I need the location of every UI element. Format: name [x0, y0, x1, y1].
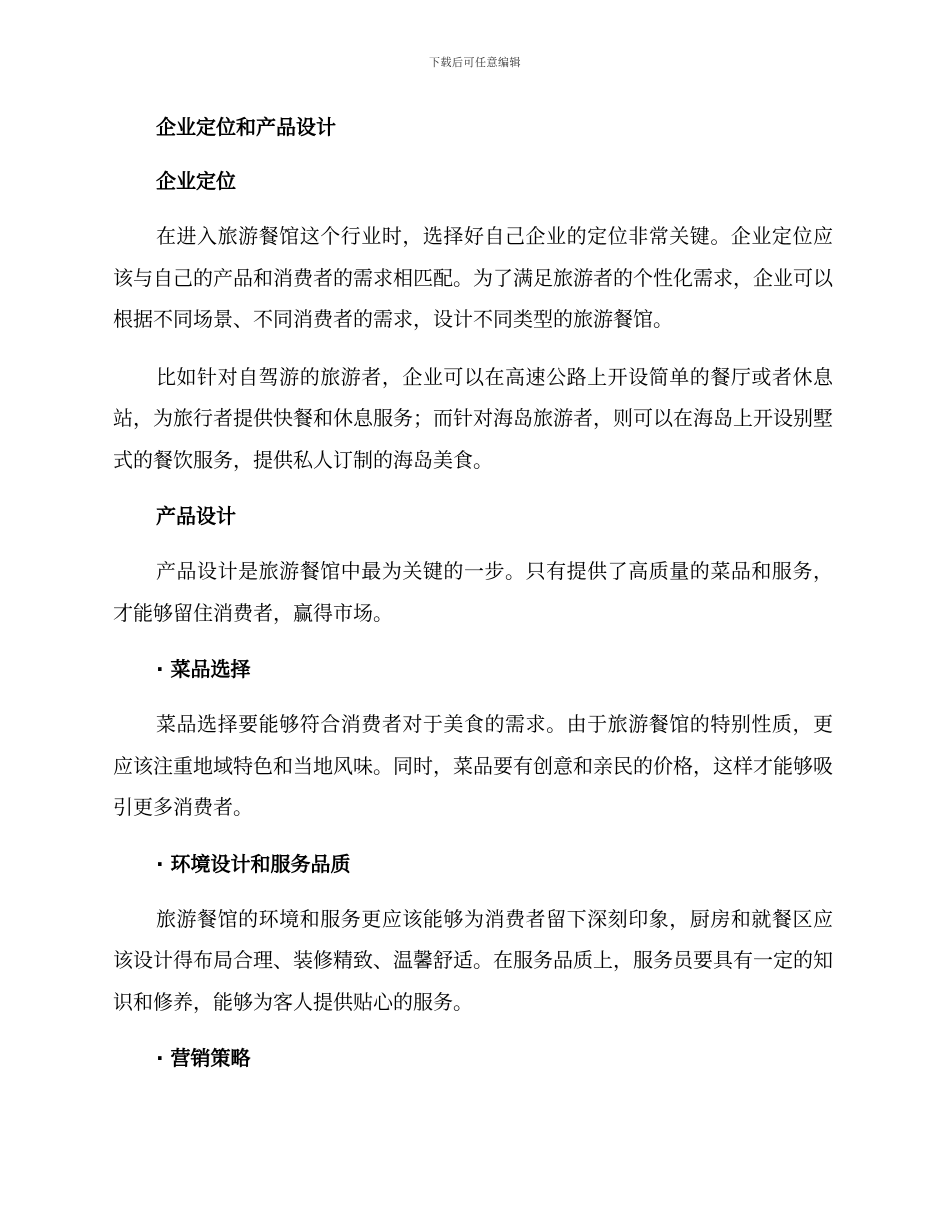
- subheading-marketing-strategy: · 营销策略: [156, 1046, 251, 1070]
- subheading-dish-selection: · 菜品选择: [156, 657, 251, 681]
- section-heading-product-design: 产品设计: [156, 504, 236, 528]
- section-heading-positioning: 企业定位: [156, 169, 236, 193]
- subheading-environment-service: · 环境设计和服务品质: [156, 851, 351, 876]
- page-header: 下载后可任意编辑: [429, 56, 521, 69]
- paragraph: 旅游餐馆的环境和服务更应该能够为消费者留下深刻印象，厨房和就餐区应该设计得布局合理、装修精致、温馨舒适。在服务品质上，服务员要具有一定的知识和修养，能够为客人提供贴心的服务。: [113, 906, 833, 1014]
- paragraph: 菜品选择要能够符合消费者对于美食的需求。由于旅游餐馆的特别性质，更应该注重地域特色和当地风味。同时，菜品要有创意和亲民的价格，这样才能够吸引更多消费者。: [113, 712, 833, 819]
- paragraph: 比如针对自驾游的旅游者，企业可以在高速公路上开设简单的餐厅或者休息站，为旅行者提供快餐和休息服务；而针对海岛旅游者，则可以在海岛上开设别墅式的餐饮服务，提供私人订制的海岛美食。: [113, 364, 833, 472]
- document-title: 企业定位和产品设计: [156, 115, 336, 139]
- paragraph: 在进入旅游餐馆这个行业时，选择好自己企业的定位非常关键。企业定位应该与自己的产品和消费者的需求相匹配。为了满足旅游者的个性化需求，企业可以根据不同场景、不同消费者的需求，设计不同类型的旅游餐馆。: [113, 224, 833, 331]
- paragraph: 产品设计是旅游餐馆中最为关键的一步。只有提供了高质量的菜品和服务，才能够留住消费者，赢得市场。: [113, 559, 833, 625]
- document-body: [113, 108, 833, 1093]
